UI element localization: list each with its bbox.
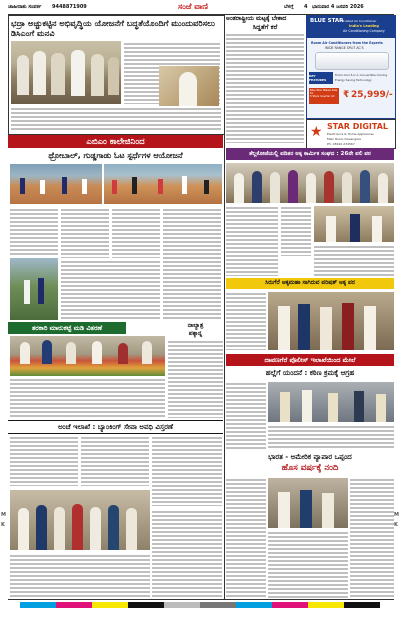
top-right-body-text: [226, 33, 304, 143]
blue-star-range: WIDE RANGE SPLIT AC'S: [325, 46, 364, 50]
top-right-story: [226, 15, 304, 145]
police-headline-band-1: ದಾವಣಗೆರೆ ಪೊಲೀಸ್ ಇಲಾಖೆಯಿಂದ ಮೇಲೆ: [226, 354, 394, 366]
sports-headline: ಥ್ರೋಬಾಲ್, ಗುಡ್ಡಗಾಡು ಓಟ ಸ್ಪರ್ಧೆಗಳ ಆಯೋಜನೆ: [48, 151, 183, 160]
top-left-body-text-2: [11, 107, 221, 131]
trade-headline-1: ಭಾರತ - ಅಮೇರಿಕ ವ್ಯಾಪಾರ ಒಪ್ಪಂದ: [268, 453, 352, 461]
throwball-photo-2: [104, 164, 222, 204]
post-body-bottom: [10, 554, 150, 598]
police-body-col-1: [226, 382, 266, 450]
top-right-headline-2: ಸಿದ್ಧತೆಗೆ ಕರೆ: [252, 23, 278, 31]
blue-star-room-ac: Room Air Conditioners from the Experts: [311, 41, 383, 45]
trade-photo: [268, 478, 348, 528]
blue-star-brand: BLUE STAR: [310, 18, 344, 24]
mela-headline-band: ತೆಲ್ಲಕೋಟೆಯಲ್ಲಿ ಪದಿತರ ಅಕ್ಕ ಕಾರ್ಮಿಕ ಸಂಘದ : 26ನೇ ಪಲಿ ಪರ: [226, 148, 394, 160]
page-label: ಬೆಳಗ್ಗೆ: [284, 4, 294, 10]
nalyatra-box: [168, 322, 223, 418]
police-photo: [268, 382, 394, 422]
feature-quote-2: Energy Saving Technology: [335, 78, 372, 82]
mela-group-photo: [226, 163, 394, 203]
price-prefix: ₹: [343, 90, 350, 100]
dcm-portrait-photo: [159, 66, 219, 106]
sports-body-col-2: [61, 208, 109, 258]
top-left-headline: ಭದ್ರಾ ಅಚ್ಚುಕಟ್ಟಿನ ಅಭಿವೃದ್ಧಿಯ ಯೋಜನೆಗೆ ಬದ್ಧತೆಯೊಂದಿಗೆ ಮುಂದುವರಿಸಲು ಡಿಸಿಎಂಗೆ ಮನವಿ: [11, 18, 215, 38]
star-digital-name: STAR DIGITAL: [327, 122, 389, 131]
star-digital-ad[interactable]: [306, 119, 396, 149]
mela-body-col-2: [281, 206, 311, 256]
price-value: 25,999/-: [351, 90, 393, 100]
trade-body-col-3: [268, 531, 348, 598]
college-headline-band: ಎಬಿಎಂ ಕಾಲೇಜಿನಿಂದ: [8, 135, 223, 148]
crop-mark-right: K: [394, 522, 398, 528]
trade-headline-2: ಹೊಸ ವರ್ಷಕ್ಕೆ ನಂದಿ: [281, 463, 339, 473]
trade-body-col-2: [350, 478, 394, 598]
ac-unit-image: [315, 52, 389, 70]
page-number: 4: [304, 4, 308, 10]
offer-box: Blue Star Makes Sale for 5 Stars Inverter AC: [309, 88, 339, 104]
sirugere-headline-band: ಸಿರುಗೆರೆ ಅಕ್ಕಮಹಾ ಸಾಗಿರುವ ಪರಿಷತ್ ಅಕ್ಕ ಪರ: [226, 278, 394, 289]
masthead: [8, 2, 394, 15]
mela-stage-photo: [314, 206, 394, 242]
sports-body-col-5: [61, 260, 160, 320]
edition-date: ಭಾನುವಾರ 4 ಜನವರಿ 2026: [312, 4, 364, 10]
post-body-col-1: [10, 436, 78, 486]
star-digital-phone: Ph: 08192-234567: [327, 142, 355, 146]
sirugere-body-col-1: [226, 292, 266, 350]
color-registration-bar: [20, 602, 380, 608]
dcm-meeting-photo: [11, 41, 121, 104]
mela-body-col-1: [226, 206, 278, 276]
key-features-badge: KEY FEATURES: [309, 72, 333, 84]
feature-quote: Turbo Cool 5-in-1 Convertible Cooling: [335, 73, 388, 77]
star-digital-subtitle: Electronics & Home Appliances: [327, 132, 374, 136]
trade-body-col-1: [226, 478, 266, 598]
star-logo-icon: ★: [310, 124, 323, 140]
throwball-photo-1: [10, 164, 102, 204]
crop-mark-left: K: [1, 522, 5, 528]
blue-star-ad[interactable]: [306, 15, 396, 119]
sports-body-col-1: [10, 208, 58, 256]
registration-mark-left: M: [1, 512, 6, 518]
blue-star-tagline-1: Trusted Air Conditioner: [342, 19, 377, 23]
column-divider-main: [224, 15, 225, 600]
police-body-col-2: [268, 425, 394, 450]
cross-country-photo: [10, 258, 58, 320]
ad-contact-phone: 9448871909: [52, 4, 87, 10]
post-body-col-4: [152, 510, 222, 598]
post-office-photo: [10, 490, 150, 550]
blue-star-tagline-3: Air Conditioning Company: [343, 29, 385, 33]
nalyatra-body: [168, 340, 223, 418]
market-body-text: [10, 378, 165, 418]
mela-body-col-3: [314, 245, 394, 277]
top-left-story: [8, 15, 225, 135]
police-headline-2: ಹಲ್ಲೆಗೆ ಯಂದನೆ : ಕಠಿಣ ಕ್ರಮಕ್ಕೆ ಆಗ್ರಹ: [265, 369, 355, 377]
nalyatra-title-2: ಪಕ್ಕಾನ್ನ: [188, 330, 203, 337]
post-body-col-3: [152, 436, 222, 506]
registration-mark-right: M: [394, 512, 399, 518]
blue-star-tagline-2: India's Leading: [349, 24, 379, 28]
vegetable-market-photo: [10, 336, 165, 376]
post-body-col-2: [81, 436, 149, 486]
nalyatra-title-1: ನಾಲ್ಯಾತ್ರ: [187, 322, 204, 329]
star-digital-address: Main Road, Davangere: [327, 137, 361, 141]
post-headline-band: ಅಂಚೆ ಇಲಾಖೆ : ಬ್ಯಾಂಕಿಂಗ್ ಸೇವಾ ಅವಧಿ ವಿಸ್ತರಣೆ: [8, 420, 223, 434]
sports-body-col-3: [112, 208, 160, 258]
page-bottom-rule: [8, 599, 394, 600]
top-right-headline-1: ಅಂತರಾಷ್ಟ್ರೀಯ ಮಟ್ಟಕ್ಕೆ ಬೇಕಾದ: [226, 15, 287, 22]
sirugere-photo: [268, 292, 394, 350]
newspaper-logo: ಸಂಜೆ ವಾಣಿ: [178, 2, 208, 11]
market-caption-band: ತರಕಾರಿ ಮಾರುಕಟ್ಟೆ ಮಡಿ ವಿತರಣೆ: [8, 322, 126, 334]
sports-body-col-4: [163, 208, 221, 320]
ad-contact-label: ಜಾಹೀರಾತು ಸಂಪರ್ಕ: [8, 4, 42, 10]
